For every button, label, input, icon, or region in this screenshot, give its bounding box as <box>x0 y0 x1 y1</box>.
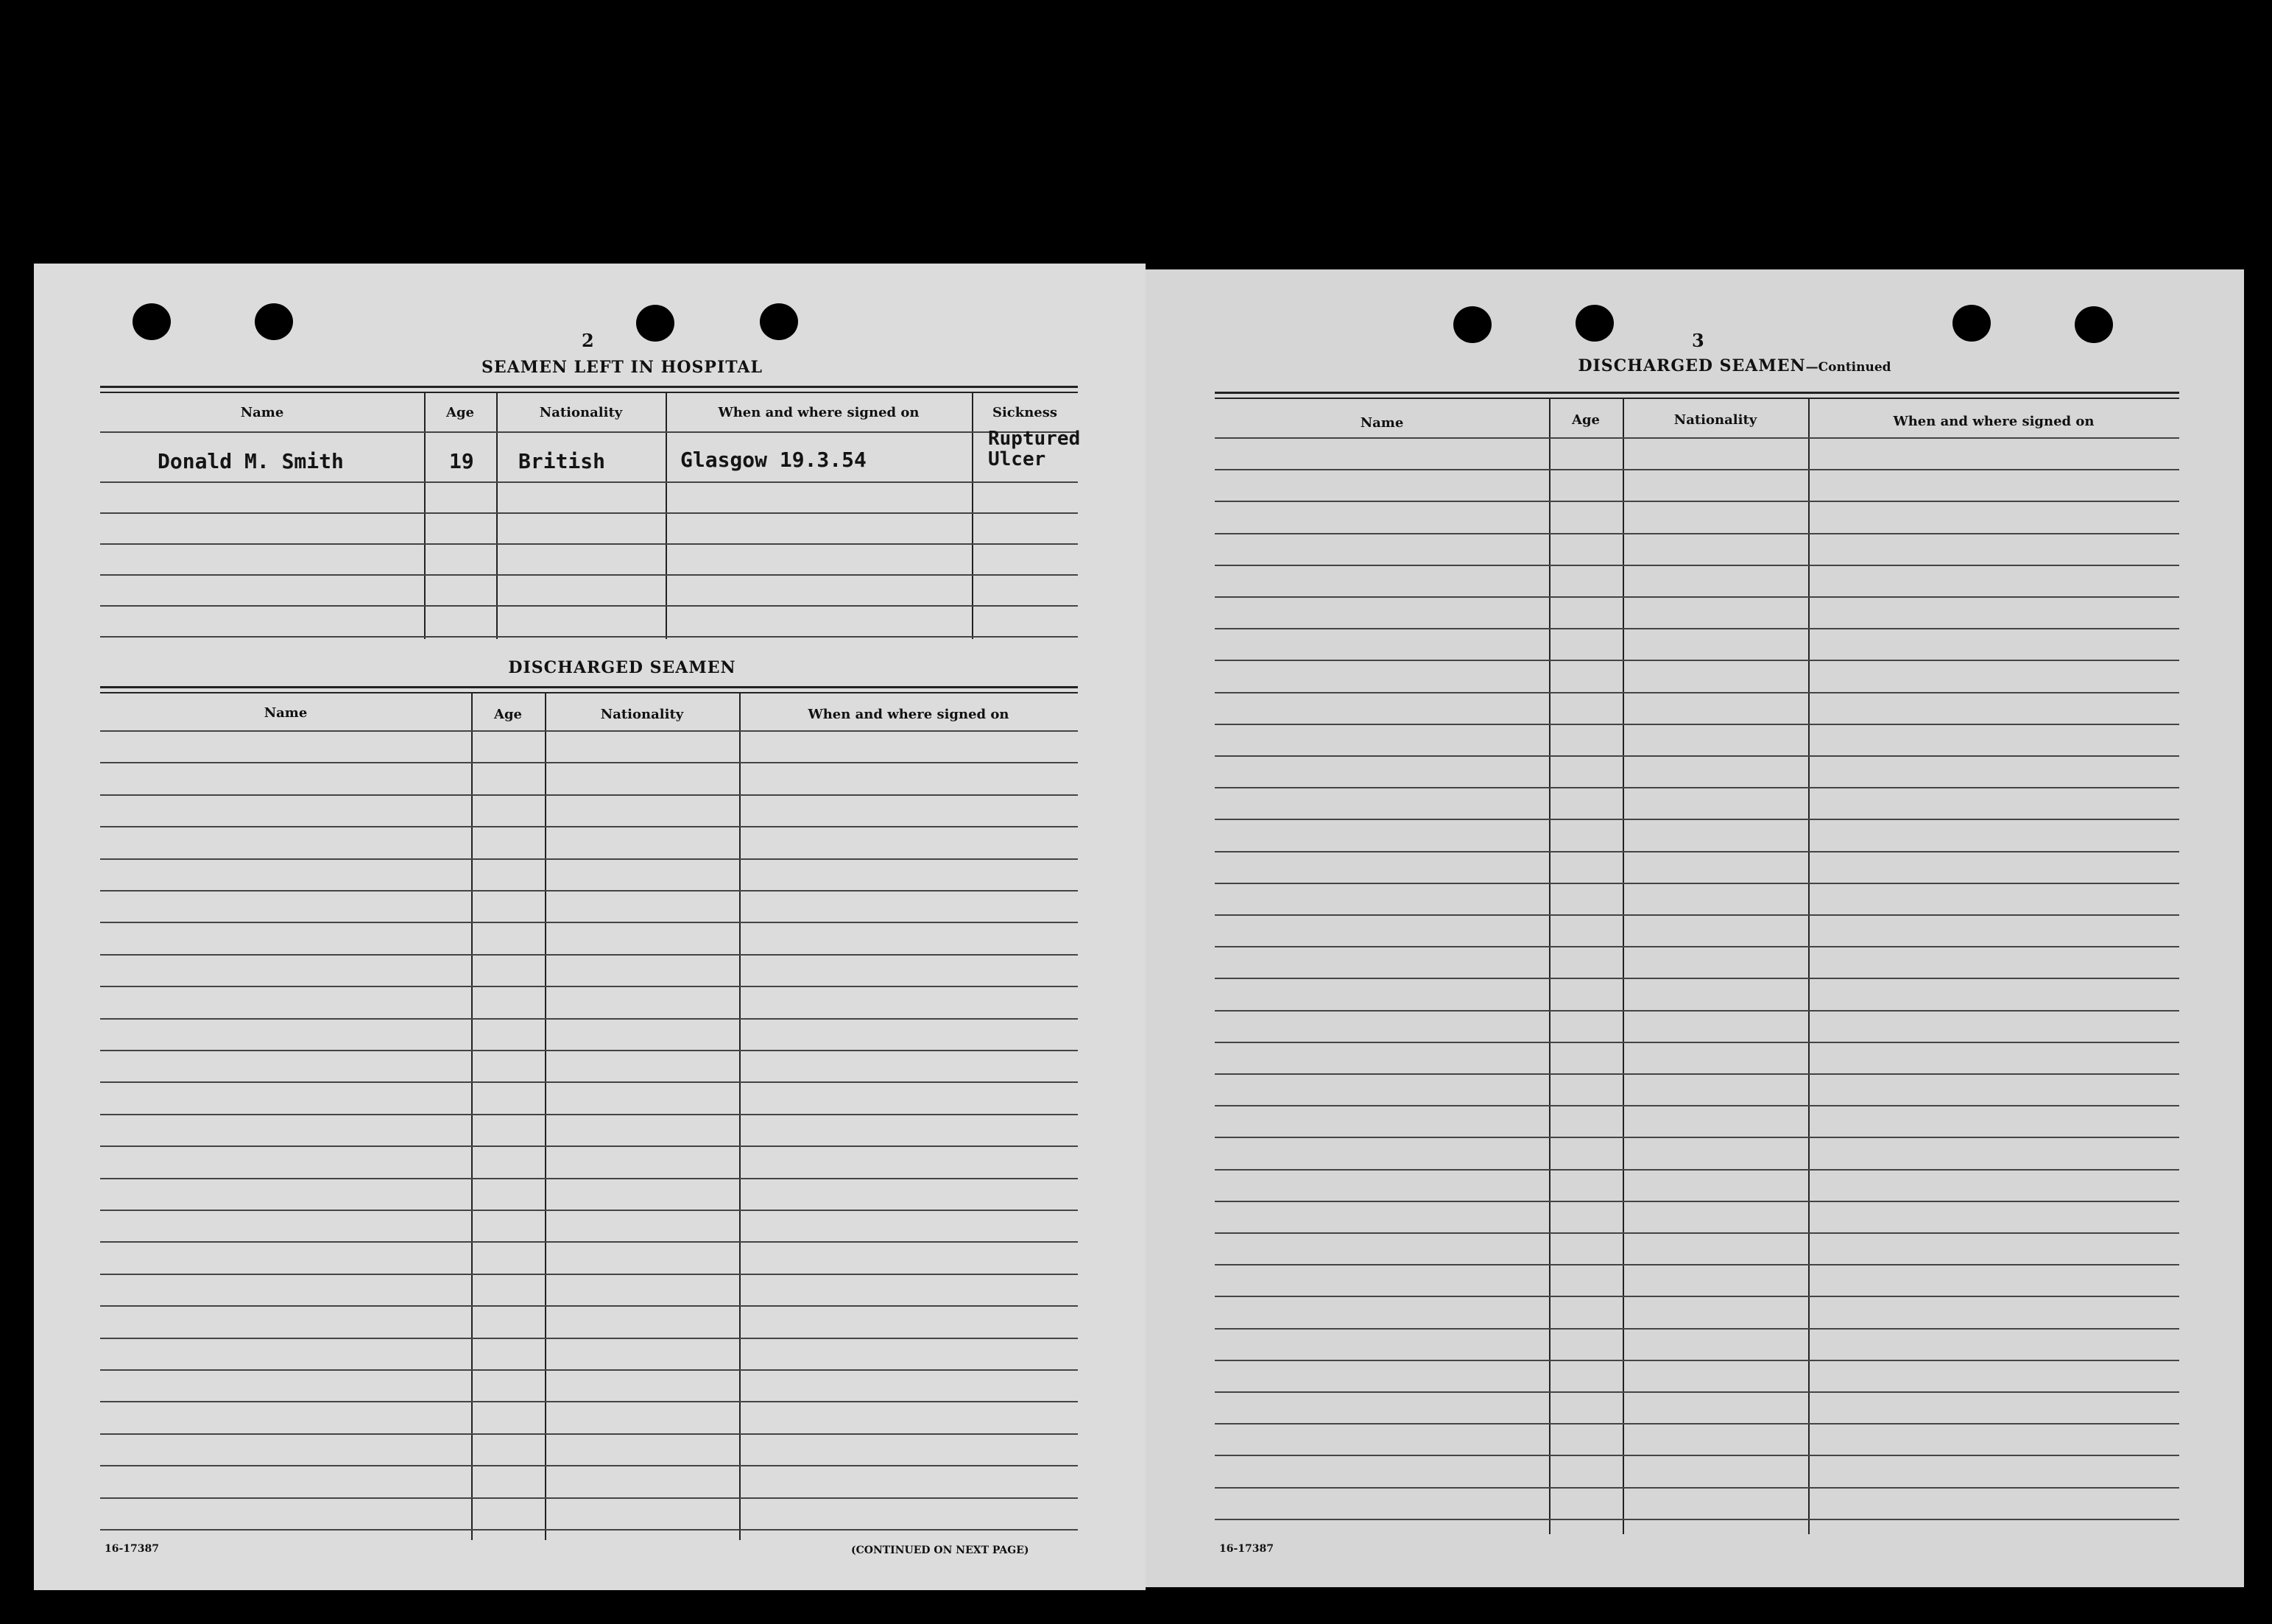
table-rule <box>1215 724 2179 725</box>
punch-hole <box>1453 306 1492 343</box>
right-page <box>1146 269 2244 1587</box>
table-rule <box>1215 851 2179 852</box>
form-number: 16-17387 <box>105 1543 159 1555</box>
table-rule <box>100 574 1078 576</box>
table-rule <box>100 1465 1078 1466</box>
table-rule <box>1215 1169 2179 1171</box>
punch-hole <box>760 303 798 340</box>
table-rule <box>1215 596 2179 598</box>
table-rule <box>100 1369 1078 1371</box>
table-rule <box>100 922 1078 923</box>
punch-hole <box>2075 306 2113 343</box>
table-rule <box>100 481 1078 483</box>
table-rule <box>100 1018 1078 1020</box>
column-header-signed-on: When and where signed on <box>808 707 1009 722</box>
discharged-continued-title <box>1440 356 2029 375</box>
table-rule <box>1215 565 2179 566</box>
table-rule <box>100 1305 1078 1307</box>
punch-hole <box>636 305 674 342</box>
table-rule <box>1215 1137 2179 1138</box>
table-rule <box>100 1433 1078 1435</box>
column-header-nationality: Nationality <box>1673 412 1757 428</box>
entry-signed-on: Glasgow 19.3.54 <box>680 448 867 472</box>
punch-hole <box>255 303 293 340</box>
table-rule <box>1215 1105 2179 1106</box>
form-number: 16-17387 <box>1219 1543 1274 1555</box>
punch-hole <box>1576 305 1614 342</box>
table-rule <box>1215 1423 2179 1424</box>
table-rule <box>1215 1073 2179 1075</box>
table-rule <box>1215 660 2179 661</box>
punch-hole <box>1952 305 1991 342</box>
page-number: 2 <box>582 330 594 351</box>
table-rule <box>1215 1296 2179 1297</box>
table-rule <box>1215 628 2179 629</box>
column-header-name: Name <box>240 405 284 420</box>
table-rule <box>1215 437 2179 439</box>
table-rule <box>100 512 1078 514</box>
discharged-table <box>100 686 1078 1540</box>
entry-age: 19 <box>449 449 474 473</box>
table-rule <box>100 636 1078 638</box>
table-rule <box>1215 1487 2179 1489</box>
discharged-section-title: DISCHARGED SEAMEN <box>508 658 736 677</box>
entry-sickness-line2: Ulcer <box>988 448 1046 470</box>
column-header-age: Age <box>1571 412 1600 428</box>
discharged-table-continued <box>1215 392 2179 1540</box>
table-rule <box>1215 883 2179 884</box>
table-rule <box>1215 1010 2179 1012</box>
table-rule <box>1215 1042 2179 1043</box>
column-header-sickness: Sickness <box>992 405 1058 420</box>
table-rule <box>100 1145 1078 1147</box>
entry-nationality: British <box>518 449 606 473</box>
table-rule <box>1215 469 2179 470</box>
continued-note: (CONTINUED ON NEXT PAGE) <box>851 1544 1029 1556</box>
table-rule <box>1215 914 2179 916</box>
title-suffix: —Continued <box>1805 360 1891 375</box>
table-rule <box>100 762 1078 763</box>
table-rule <box>100 954 1078 956</box>
table-rule <box>100 1274 1078 1275</box>
table-rule <box>1215 1360 2179 1361</box>
table-rule <box>1215 1232 2179 1234</box>
table-rule <box>100 1241 1078 1243</box>
table-rule <box>1215 692 2179 693</box>
punch-hole <box>133 303 171 340</box>
table-rule <box>100 543 1078 545</box>
column-header-name: Name <box>264 705 308 721</box>
table-rule <box>100 1338 1078 1339</box>
table-rule <box>100 605 1078 607</box>
column-header-age: Age <box>493 707 522 722</box>
column-header-signed-on: When and where signed on <box>718 405 920 420</box>
table-rule <box>100 858 1078 860</box>
entry-name: Donald M. Smith <box>158 449 344 473</box>
table-rule <box>100 1178 1078 1179</box>
table-rule <box>100 1401 1078 1402</box>
table-rule <box>1215 533 2179 534</box>
column-header-age: Age <box>445 405 474 420</box>
page-number: 3 <box>1692 330 1704 351</box>
table-rule <box>1215 1328 2179 1330</box>
column-header-name: Name <box>1360 415 1404 431</box>
table-rule <box>100 1050 1078 1051</box>
table-rule <box>100 730 1078 732</box>
hospital-table <box>100 386 1081 639</box>
table-rule <box>100 794 1078 796</box>
table-rule <box>1215 755 2179 757</box>
table-rule <box>1215 1519 2179 1520</box>
table-rule <box>100 1081 1078 1083</box>
table-rule <box>1215 946 2179 947</box>
table-rule <box>100 1497 1078 1499</box>
table-rule <box>1215 1264 2179 1265</box>
table-rule <box>100 986 1078 987</box>
table-rule <box>100 890 1078 892</box>
table-rule <box>1215 1201 2179 1202</box>
table-rule <box>100 1529 1078 1531</box>
hospital-section-title: SEAMEN LEFT IN HOSPITAL <box>481 358 763 377</box>
table-rule <box>1215 1455 2179 1456</box>
column-header-signed-on: When and where signed on <box>1893 414 2095 429</box>
table-rule <box>1215 819 2179 820</box>
table-rule <box>1215 978 2179 979</box>
column-header-nationality: Nationality <box>600 707 684 722</box>
left-page <box>34 264 1146 1590</box>
table-rule <box>1215 1391 2179 1393</box>
table-rule <box>1215 787 2179 788</box>
table-rule <box>100 1210 1078 1211</box>
table-rule <box>100 826 1078 827</box>
title-main: DISCHARGED SEAMEN <box>1578 356 1806 375</box>
table-rule <box>1215 501 2179 502</box>
table-rule <box>100 1114 1078 1115</box>
table-rule <box>100 431 1078 433</box>
column-header-nationality: Nationality <box>539 405 623 420</box>
entry-sickness-line1: Ruptured <box>988 428 1081 450</box>
